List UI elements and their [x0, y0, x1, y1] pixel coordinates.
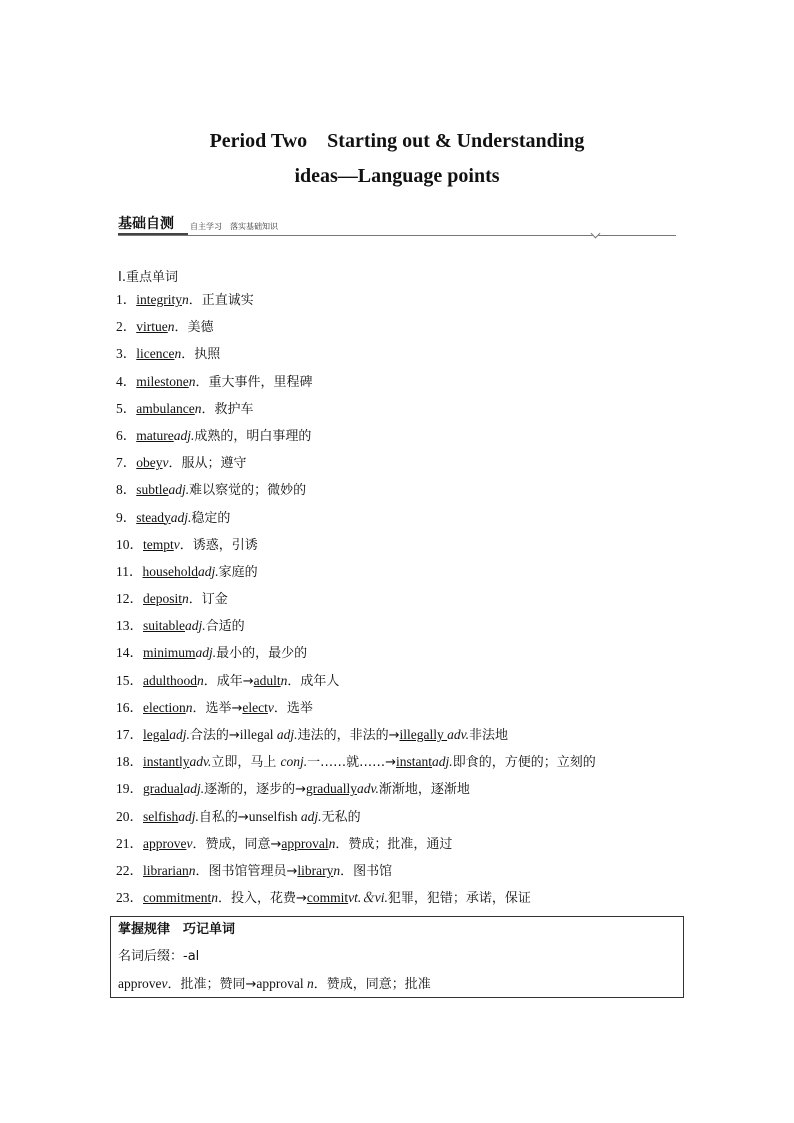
definition: ．图书馆管理员→	[195, 863, 298, 879]
part-of-speech: n	[188, 862, 196, 878]
item-number: 21．	[116, 835, 143, 851]
list-item	[116, 480, 716, 507]
banner-notch	[591, 229, 601, 239]
definition: ．诱惑，引诱	[179, 537, 258, 553]
vocab-word: steady	[136, 509, 171, 525]
list-item	[116, 508, 716, 535]
definition: ．订金	[188, 592, 228, 608]
part-of-speech: n	[174, 346, 182, 362]
related-word: illegal	[239, 727, 277, 742]
vocab-word: approval	[281, 835, 329, 851]
list-item	[116, 453, 716, 480]
part-of-speech: adj.	[170, 509, 192, 525]
page-title-line1: Period Two Starting out & Understanding	[209, 130, 585, 152]
vocab-word: gradual	[143, 781, 184, 797]
definition: 渐渐地，逐渐地	[378, 782, 470, 798]
part-of-speech: adv.	[357, 781, 379, 797]
part-of-speech: adj.	[276, 727, 298, 742]
vocab-word: elect	[242, 699, 268, 715]
definition: ．选举	[273, 700, 313, 716]
definition: 自私的→	[198, 809, 249, 825]
definition: 违法的，非法的→	[297, 728, 400, 743]
banner-subtitle: 自主学习 落实基础知识	[190, 222, 278, 231]
item-number: 15．	[116, 672, 143, 688]
tip-box	[110, 916, 684, 998]
item-number: 6．	[116, 427, 137, 443]
item-number: 14．	[116, 645, 143, 661]
item-number: 5．	[116, 400, 137, 416]
item-number: 12．	[116, 591, 143, 607]
list-item	[116, 616, 716, 643]
part-of-speech: n	[333, 862, 341, 878]
vocab-word: approve	[143, 835, 187, 851]
part-of-speech: adj.	[300, 808, 322, 824]
page-title-line2: ideas—Language points	[294, 165, 500, 187]
definition: 非法地	[468, 728, 508, 743]
definition: ．图书馆	[340, 863, 393, 879]
list-item	[116, 344, 716, 371]
list-item	[116, 535, 716, 562]
item-number: 8．	[116, 482, 137, 498]
part-of-speech: n	[307, 976, 314, 991]
section-banner	[118, 211, 676, 239]
part-of-speech: n	[280, 672, 288, 688]
part-of-speech: adv.	[447, 727, 469, 742]
vocab-word: election	[143, 699, 186, 715]
definition: 犯罪，犯错；承诺，保证	[387, 891, 531, 907]
tip-box-example	[118, 973, 676, 1000]
related-word: unselfish	[248, 808, 301, 824]
definition: ．赞成，同意；批准	[313, 977, 431, 992]
part-of-speech: v	[162, 455, 169, 471]
definition: ．成年人	[287, 673, 340, 689]
list-item	[116, 372, 716, 399]
vocab-word: commitment	[143, 890, 212, 906]
vocab-list	[116, 290, 716, 915]
vocab-word: instant	[396, 754, 433, 770]
item-number: 19．	[116, 781, 143, 797]
definition: ．赞成，同意→	[192, 836, 282, 852]
part-of-speech: adj.	[195, 645, 217, 661]
part-of-speech: adv.	[189, 754, 212, 770]
list-item	[116, 589, 716, 616]
list-item	[116, 834, 716, 861]
part-of-speech: n	[328, 835, 336, 851]
part-of-speech: adj.	[169, 727, 190, 742]
vocab-word: legal	[143, 727, 170, 742]
list-item	[116, 562, 716, 589]
definition: 最小的，最少的	[216, 646, 308, 662]
part-of-speech: n	[197, 672, 204, 688]
related-word: approve	[118, 976, 162, 991]
part-of-speech: adj.	[173, 427, 195, 443]
definition: 即食的，方便的；立刻的	[452, 755, 596, 771]
definition: ．批准；赞同→	[167, 977, 257, 992]
definition: 家庭的	[218, 564, 258, 580]
list-item	[116, 861, 716, 888]
list-item	[116, 698, 716, 725]
definition: 稳定的	[191, 510, 231, 526]
definition: 一……就……→	[307, 755, 397, 771]
vocab-word: household	[142, 563, 198, 579]
vocab-word: commit	[306, 890, 349, 906]
vocab-word: library	[297, 862, 334, 878]
list-item	[116, 426, 716, 453]
part-of-speech: v	[186, 835, 193, 851]
part-of-speech: v	[161, 976, 168, 991]
vocab-word: obey	[136, 455, 163, 471]
part-of-speech: adj.	[168, 482, 190, 498]
definition: ．服从；遵守	[168, 456, 247, 472]
list-item	[116, 888, 716, 915]
definition: ．选举→	[192, 700, 243, 716]
vocab-word: selfish	[143, 808, 179, 824]
list-item	[116, 399, 716, 426]
part-of-speech: v	[173, 536, 180, 552]
part-of-speech: conj.	[280, 754, 308, 770]
list-item	[116, 671, 716, 698]
vocab-word: illegally	[399, 727, 448, 742]
item-number: 18．	[116, 754, 143, 770]
item-number: 1．	[116, 292, 137, 307]
item-number: 4．	[116, 373, 137, 389]
part-of-speech: n	[167, 319, 175, 335]
item-number: 16．	[116, 699, 143, 715]
item-number: 17．	[116, 727, 143, 742]
definition: ．赞成；批准，通过	[335, 836, 453, 852]
part-of-speech: vt.＆vi.	[348, 890, 388, 906]
vocab-word: instantly	[143, 754, 190, 770]
list-item	[116, 290, 716, 317]
definition: 合适的	[205, 619, 245, 635]
definition: 逐渐的，逐步的→	[204, 782, 307, 798]
definition: ．正直诚实	[188, 293, 254, 308]
part-of-speech: n	[188, 373, 196, 389]
definition: ．重大事件，里程碑	[195, 374, 313, 390]
related-word: approval	[256, 976, 307, 991]
vocab-word: tempt	[143, 536, 174, 552]
part-of-speech: n	[182, 591, 189, 607]
vocab-word: minimum	[143, 645, 196, 661]
definition: 难以察觉的；微妙的	[189, 483, 307, 499]
vocab-word: adult	[253, 672, 281, 688]
vocab-word: gradually	[306, 781, 358, 797]
vocab-word: mature	[136, 427, 174, 443]
section-heading: Ⅰ.重点单词	[118, 270, 178, 285]
part-of-speech: adj.	[178, 808, 199, 824]
part-of-speech: adj.	[432, 754, 453, 770]
part-of-speech: n	[194, 400, 202, 416]
list-item	[116, 752, 716, 779]
part-of-speech: adj.	[183, 781, 205, 797]
vocab-word: ambulance	[136, 400, 195, 416]
tip-box-title: 掌握规律 巧记单词	[118, 922, 236, 937]
part-of-speech: v	[267, 699, 274, 715]
definition: 立即，马上	[211, 755, 281, 771]
list-item	[116, 725, 716, 752]
item-number: 2．	[116, 319, 137, 335]
item-number: 7．	[116, 455, 137, 471]
item-number: 11．	[116, 563, 143, 579]
list-item	[116, 807, 716, 834]
list-item	[116, 779, 716, 806]
list-item	[116, 317, 716, 344]
definition: 成熟的，明白事理的	[194, 428, 312, 444]
definition: ．投入，花费→	[218, 891, 307, 907]
vocab-word: librarian	[143, 862, 189, 878]
item-number: 9．	[116, 509, 137, 525]
part-of-speech: n	[182, 292, 189, 307]
definition: 无私的	[321, 809, 361, 825]
item-number: 22．	[116, 862, 143, 878]
vocab-word: adulthood	[143, 672, 197, 688]
list-item	[116, 643, 716, 670]
item-number: 13．	[116, 618, 143, 634]
vocab-word: milestone	[136, 373, 189, 389]
definition: ．美德	[174, 320, 214, 336]
definition: 合法的→	[189, 728, 240, 743]
item-number: 3．	[116, 346, 137, 362]
vocab-word: subtle	[136, 482, 169, 498]
vocab-word: integrity	[136, 292, 182, 307]
tip-box-suffix: 名词后缀：-al	[118, 949, 200, 964]
vocab-word: deposit	[143, 591, 182, 607]
definition: ．救护车	[201, 401, 254, 417]
definition: ．执照	[181, 347, 221, 363]
definition: ．成年→	[203, 673, 254, 689]
vocab-word: suitable	[143, 618, 185, 634]
item-number: 20．	[116, 808, 143, 824]
part-of-speech: adj.	[198, 563, 219, 579]
vocab-word: licence	[136, 346, 175, 362]
banner-title: 基础自测	[118, 216, 174, 232]
item-number: 23．	[116, 890, 143, 906]
part-of-speech: adj.	[185, 618, 206, 634]
item-number: 10．	[116, 536, 143, 552]
part-of-speech: n	[185, 699, 193, 715]
vocab-word: virtue	[136, 319, 168, 335]
part-of-speech: n	[211, 890, 218, 906]
